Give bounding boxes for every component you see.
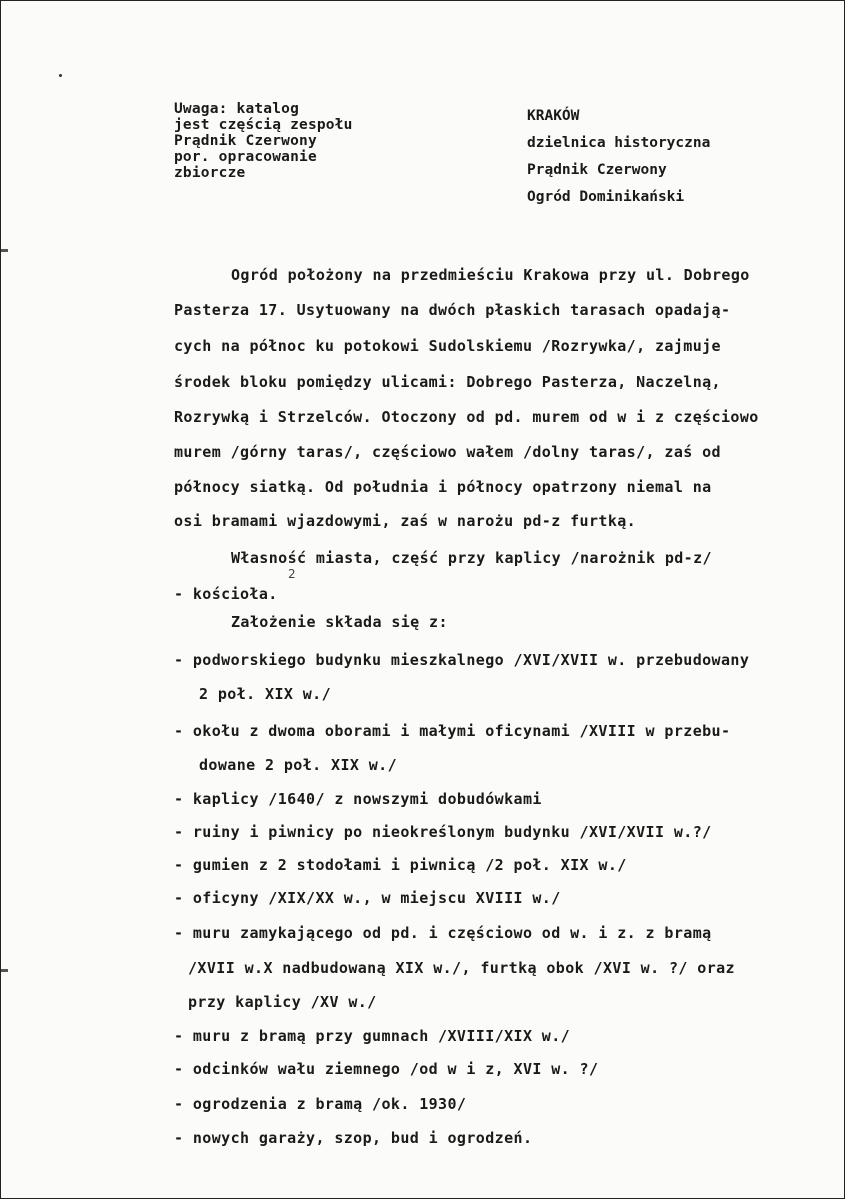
scan-edge-mark [1, 969, 8, 972]
list-item: - gumien z 2 stodołami i piwnicą /2 poł. XIX w./ [174, 856, 627, 874]
footnote-mark: 2 [288, 567, 296, 581]
body-line: cych na północ ku potokowi Sudolskiemu /Rozrywka/, zajmuje [174, 337, 721, 355]
list-item: - kaplicy /1640/ z nowszymi dobudówkami [174, 790, 542, 808]
body-line: murem /górny taras/, częściowo wałem /dolny taras/, zaś od [174, 443, 721, 461]
body-line: środek bloku pomiędzy ulicami: Dobrego Pasterza, Naczelną, [174, 373, 721, 391]
header-district-type: dzielnica historyczna [527, 135, 711, 151]
list-item-continuation: dowane 2 poł. XIX w./ [199, 756, 398, 774]
note-line: jest częścią zespołu [174, 117, 353, 133]
header-district: Prądnik Czerwony [527, 162, 667, 178]
location-header [527, 103, 710, 211]
body-line: północy siatką. Od południa i północy opatrzony niemal na [174, 478, 712, 496]
note-line: Prądnik Czerwony [174, 133, 317, 149]
body-line: Założenie składa się z: [231, 613, 448, 631]
list-item: - ogrodzenia z bramą /ok. 1930/ [174, 1095, 467, 1113]
body-line: Rozrywką i Strzelców. Otoczony od pd. murem od w i z częściowo [174, 408, 759, 426]
body-line: Ogród położony na przedmieściu Krakowa przy ul. Dobrego [231, 266, 750, 284]
list-item: - muru zamykającego od pd. i częściowo od w. i z. z bramą [174, 924, 712, 942]
note-line: Uwaga: katalog [174, 101, 300, 117]
header-site: Ogród Dominikański [527, 189, 685, 205]
body-line: - kościoła. [174, 585, 278, 603]
list-item-continuation: przy kaplicy /XV w./ [188, 993, 377, 1011]
list-item: - ruiny i piwnicy po nieokreślonym budynku /XVI/XVII w.?/ [174, 823, 712, 841]
list-item: - oficyny /XIX/XX w., w miejscu XVIII w./ [174, 889, 561, 907]
scan-edge-mark [1, 249, 8, 252]
body-line: Własność miasta, część przy kaplicy /narożnik pd-z/ [231, 549, 712, 567]
list-item-continuation: /XVII w.X nadbudowaną XIX w./, furtką obok /XVI w. ?/ oraz [188, 959, 735, 977]
note-line: zbiorcze [174, 165, 246, 181]
body-line: osi bramami wjazdowymi, zaś w narożu pd-z furtką. [174, 512, 637, 530]
list-item: - nowych garaży, szop, bud i ogrodzeń. [174, 1129, 533, 1147]
list-item: - okołu z dwoma oborami i małymi oficynami /XVIII w przebu- [174, 722, 731, 740]
body-line: Pasterza 17. Usytuowany na dwóch płaskich tarasach opadają- [174, 301, 731, 319]
scan-speck [59, 74, 62, 77]
list-item-continuation: 2 poł. XIX w./ [199, 685, 332, 703]
list-item: - odcinków wału ziemnego /od w i z, XVI w. ?/ [174, 1060, 599, 1078]
list-item: - muru z bramą przy gumnach /XVIII/XIX w./ [174, 1027, 571, 1045]
header-city: KRAKÓW [527, 108, 580, 124]
note-line: por. opracowanie [174, 149, 317, 165]
catalog-note [174, 101, 353, 181]
list-item: - podworskiego budynku mieszkalnego /XVI/XVII w. przebudowany [174, 651, 750, 669]
